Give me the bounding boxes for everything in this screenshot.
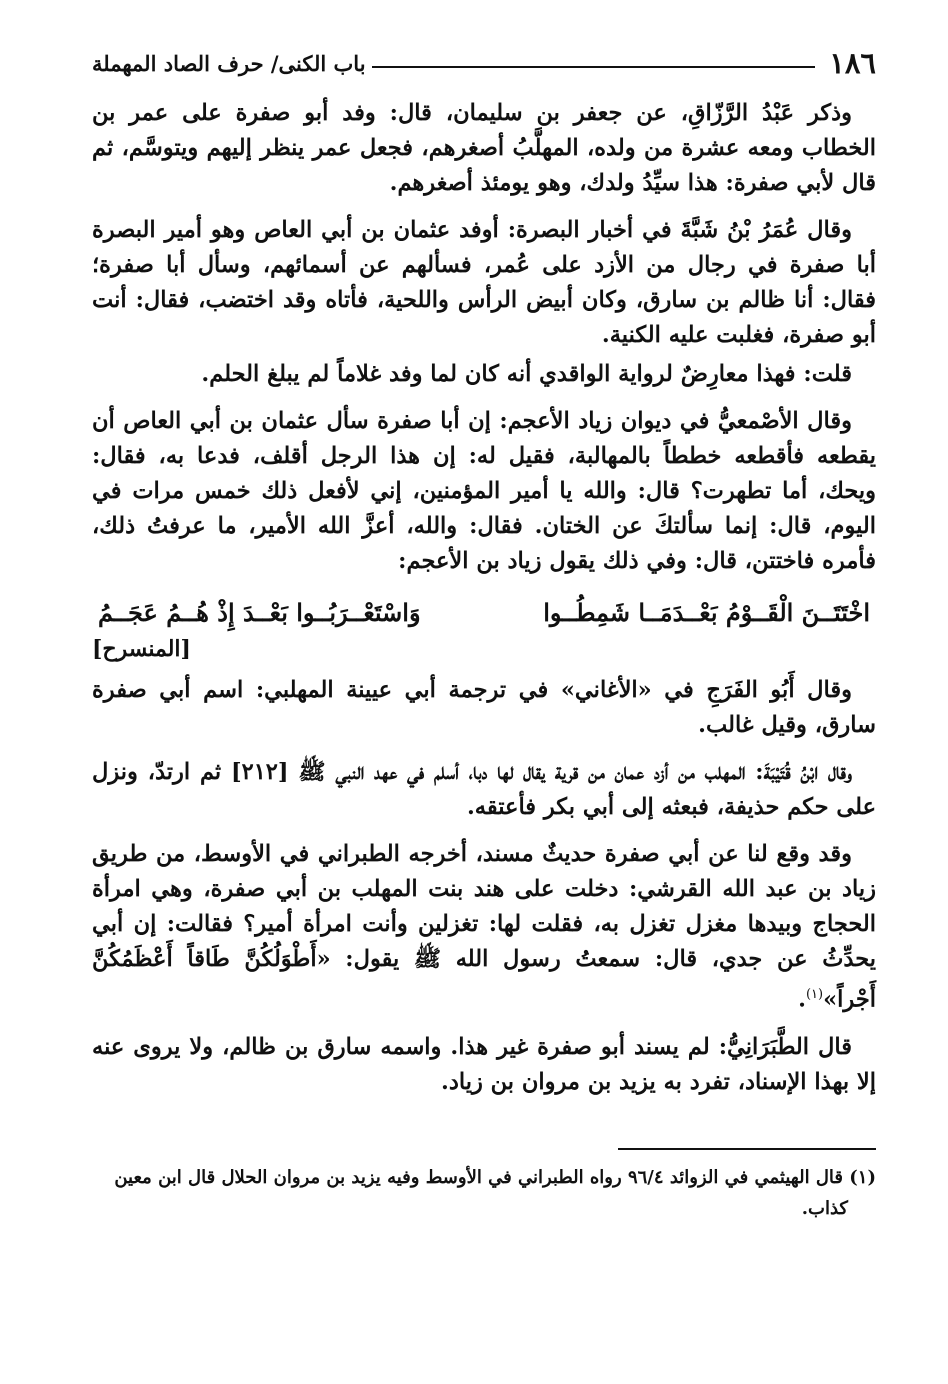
- header-rule: [372, 66, 816, 68]
- footnote-reference: (١): [805, 987, 824, 1002]
- verse-meter: [المنسرح]: [92, 636, 191, 662]
- paragraph-qultu: قلت: فهذا معارِضٌ لرواية الواقدي أنه كان لما وفد غلاماً لم يبلغ الحلم.: [201, 361, 852, 387]
- footnote-rule: [618, 1148, 876, 1150]
- page-header: [92, 42, 876, 78]
- footnote: [92, 1162, 876, 1224]
- paragraph-ibn-qutayba: وقال ابْنُ قُتَيْبَةَ: المهلب من أزد عمان من قرية يقال لها دبا، أسلم في عهد النبي ﷺ [٢١٢] ثم ارتدّ، ونزل على حكم حذيفة، فبعثه إلى أبي بكر فأعتقه.: [92, 759, 876, 820]
- paragraph-asmai: وقال الأصْمعيُّ في ديوان زياد الأعجم: إن أبا صفرة سأل عثمان بن أبي العاص أن يقطعه فأقطعه خططاً بالمهالبة، فقيل له: إن هذا الرجل أقلف، فدعا به، فقال: ويحك، أما تطهرت؟ قال: والله يا أمير المؤمنين، إني لأفعل ذلك خمس مرات في اليوم، قال: إنما سألتكَ عن الختان. فقال: والله، أعزَّ الله الأمير، ما عرفتُ ذلك، فأمره فاختتن، قال: وفي ذلك يقول زياد بن الأعجم:: [92, 408, 876, 574]
- body-text: [92, 96, 876, 1100]
- paragraph-tabarani: قال الطَّبَرَانِيُّ: لم يسند أبو صفرة غير هذا. واسمه سارق بن ظالم، ولا يروى عنه إلا بهذا الإسناد، تفرد به يزيد بن مروان بن زياد.: [92, 1033, 876, 1095]
- paragraph-abu-al-faraj: وقال أَبُو الفَرَجِ في «الأغاني» في ترجمة أبي عيينة المهلبي: اسم أبي صفرة سارق، وقيل غالب.: [92, 677, 876, 738]
- paragraph-abd-al-razzaq: وذكر عَبْدُ الرَّزّاقِ، عن جعفر بن سليمان، قال: وفد أبو صفرة على عمر بن الخطاب ومعه عشرة من ولده، المهلَّبُ أصغرهم، فجعل عمر ينظر إليهم ويتوسَّم، ثم قال لأبي صفرة: هذا سيِّدُ ولدك، وهو يومئذ أصغرهم.: [92, 100, 876, 196]
- paragraph-umar-ibn-shabba: وقال عُمَرُ بْنُ شَبَّةَ في أخبار البصرة: أوفد عثمان بن أبي العاص وهو أمير البصرة أبا صفرة في رجال من الأزد على عُمر، فسألهم عن أسمائهم، وسأل أبا صفرة؛ فقال: أنا ظالم بن سارق، وكان أبيض الرأس واللحية، فأتاه وقد اختضب، فقال: أنت أبو صفرة، فغلبت عليه الكنية.: [92, 217, 876, 348]
- paragraph-hadith: وقد وقع لنا عن أبي صفرة حديثٌ مسند، أخرجه الطبراني في الأوسط، من طريق زياد بن عبد الله القرشي: دخلت على هند بنت المهلب بن أبي صفرة، وهي امرأة الحجاج وبيدها مغزل تغزل به، فقلت لها: تغزلين وأنت امرأة أمير؟ فقالت: إن أبي يحدِّثُ عن جدي، قال: سمعتُ رسول الله ﷺ يقول: «أَطْوَلُكُنَّ طَاقاً أَعْظَمُكُنَّ أَجْراً»$^{(١)}$.: [92, 841, 876, 1013]
- page-number: ١٨٦: [829, 46, 876, 80]
- verse-left-hemistich: وَاسْتَعْــرَبُــوا بَعْــدَ إِذْ هُــمُ عَجَــمُ: [98, 598, 421, 627]
- footnote-line-2: كذاب.: [801, 1197, 848, 1219]
- hadith-text: وقد وقع لنا عن أبي صفرة حديثٌ مسند، أخرجه الطبراني في الأوسط، من طريق زياد بن عبد الله القرشي: دخلت على هند بنت المهلب بن أبي صفرة، وهي امرأة الحجاج وبيدها مغزل تغزل به، فقلت لها: تغزلين وأنت امرأة أمير؟ فقالت: إن أبي يحدِّثُ عن جدي، قال: سمعتُ رسول الله ﷺ يقول: «أَطْوَلُكُنَّ طَاقاً أَعْظَمُكُنَّ أَجْراً»: [92, 841, 876, 1013]
- poetry-verse: [98, 595, 870, 630]
- footnote-line-1: (١) قال الهيثمي في الزوائد ٩٦/٤ رواه الطبراني في الأوسط وفيه يزيد بن مروان الحلال قال ابن معين: [114, 1166, 876, 1188]
- running-head: باب الكنى/ حرف الصاد المهملة: [92, 51, 366, 76]
- verse-right-hemistich: اخْتَتَــنَ الْقَــوْمُ بَعْــدَمَــا شَمِطُــوا: [543, 598, 870, 627]
